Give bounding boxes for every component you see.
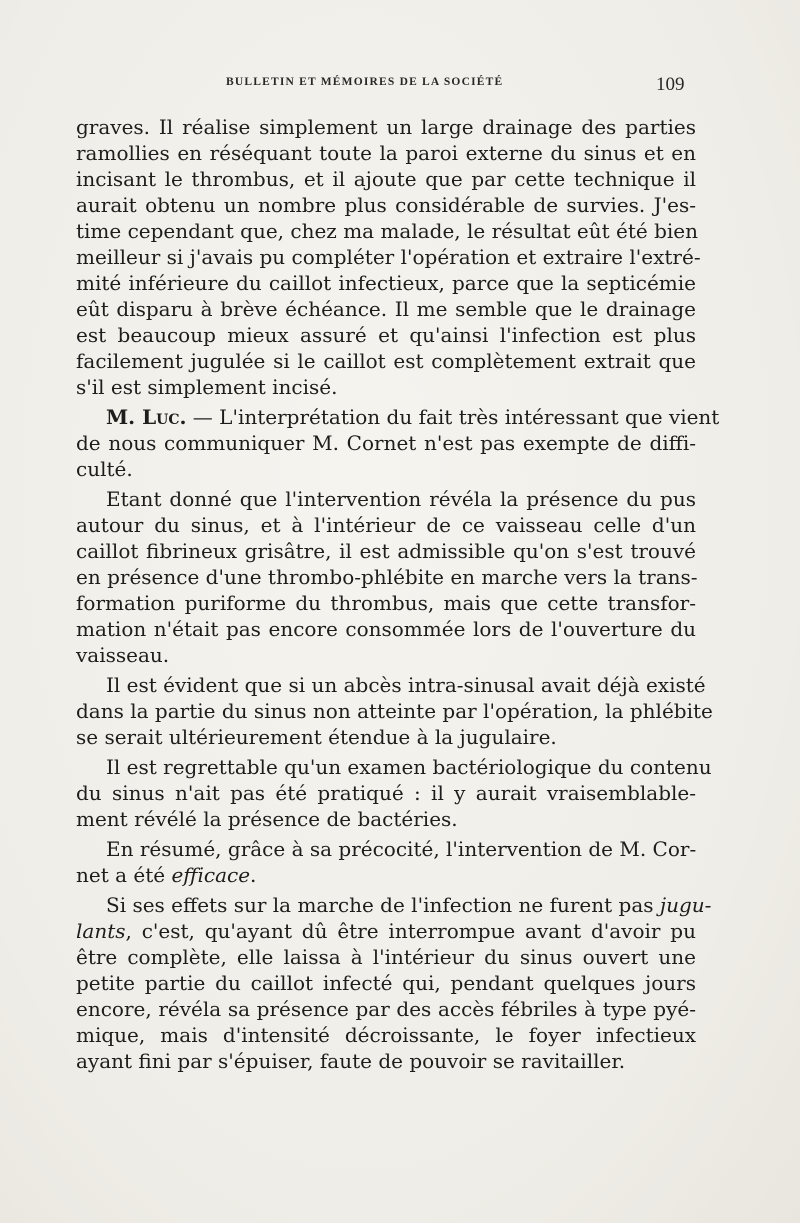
text-span: — L'interprétation du fait très intéressant que vient [186,405,720,429]
text-line: être complète, elle laissa à l'intérieur du sinus ouvert une [76,945,696,969]
running-head [0,76,800,98]
text-line: mique, mais d'intensité décroissante, le foyer infectieux [76,1023,696,1047]
text-span: net a été [76,863,172,887]
text-line: Etant donné que l'intervention révéla la présence du pus [106,487,696,511]
text-line: Il est regrettable qu'un examen bactériologique du contenu [106,755,712,779]
text-line: En résumé, grâce à sa précocité, l'intervention de M. Cor- [106,837,697,861]
speaker-name: M. Luc. [106,405,187,429]
text-line: aurait obtenu un nombre plus considérable de survies. J'es- [76,193,696,217]
text-line: incisant le thrombus, et il ajoute que par cette technique il [76,167,696,191]
text-line: du sinus n'ait pas été pratiqué : il y aurait vraisemblable- [76,781,696,805]
italic-term: lants [76,919,126,943]
text-line [76,918,696,944]
text-line: petite partie du caillot infecté qui, pendant quelques jours [76,971,696,995]
text-span: . [250,863,257,887]
text-line [76,404,720,430]
text-line: eût disparu à brève échéance. Il me semble que le drainage [76,297,696,321]
page-number: 109 [656,74,685,95]
text-line: vaisseau. [76,643,170,667]
running-title: BULLETIN ET MÉMOIRES DE LA SOCIÉTÉ [226,76,504,88]
text-line: caillot fibrineux grisâtre, il est admissible qu'on s'est trouvé [76,539,696,563]
text-line: graves. Il réalise simplement un large drainage des parties [76,115,696,139]
italic-term: jugu- [659,893,712,917]
italic-term: efficace [171,863,251,887]
text-line: ramollies en réséquant toute la paroi externe du sinus et en [76,141,696,165]
text-line: dans la partie du sinus non atteinte par l'opération, la phlébite [76,699,713,723]
text-line: est beaucoup mieux assuré et qu'ainsi l'infection est plus [76,323,696,347]
text-line: ment révélé la présence de bactéries. [76,807,458,831]
text-line: mité inférieure du caillot infectieux, parce que la septicémie [76,271,696,295]
text-line: en présence d'une thrombo-phlébite en marche vers la trans- [76,565,698,589]
text-line: de nous communiquer M. Cornet n'est pas exempte de diffi- [76,431,696,455]
text-line: se serait ultérieurement étendue à la jugulaire. [76,725,557,749]
text-line: meilleur si j'avais pu compléter l'opération et extraire l'extré- [76,245,701,269]
body-text [76,114,720,1074]
text-line: mation n'était pas encore consommée lors de l'ouverture du [76,617,696,641]
text-line: s'il est simplement incisé. [76,375,338,399]
text-line: culté. [76,457,133,481]
text-span: , c'est, qu'ayant dû être interrompue avant d'avoir pu [125,919,696,943]
text-line: Il est évident que si un abcès intra-sinusal avait déjà existé [106,673,706,697]
text-line [76,862,696,888]
text-line: autour du sinus, et à l'intérieur de ce vaisseau celle d'un [76,513,696,537]
text-line: facilement jugulée si le caillot est complètement extrait que [76,349,696,373]
text-line: ayant fini par s'épuiser, faute de pouvoir se ravitailler. [76,1049,626,1073]
text-span: Si ses effets sur la marche de l'infection ne furent pas [106,893,660,917]
text-line: time cependant que, chez ma malade, le résultat eût été bien [76,219,698,243]
text-line: encore, révéla sa présence par des accès fébriles à type pyé- [76,997,696,1021]
text-line: formation puriforme du thrombus, mais que cette transfor- [76,591,696,615]
text-line [76,892,712,918]
